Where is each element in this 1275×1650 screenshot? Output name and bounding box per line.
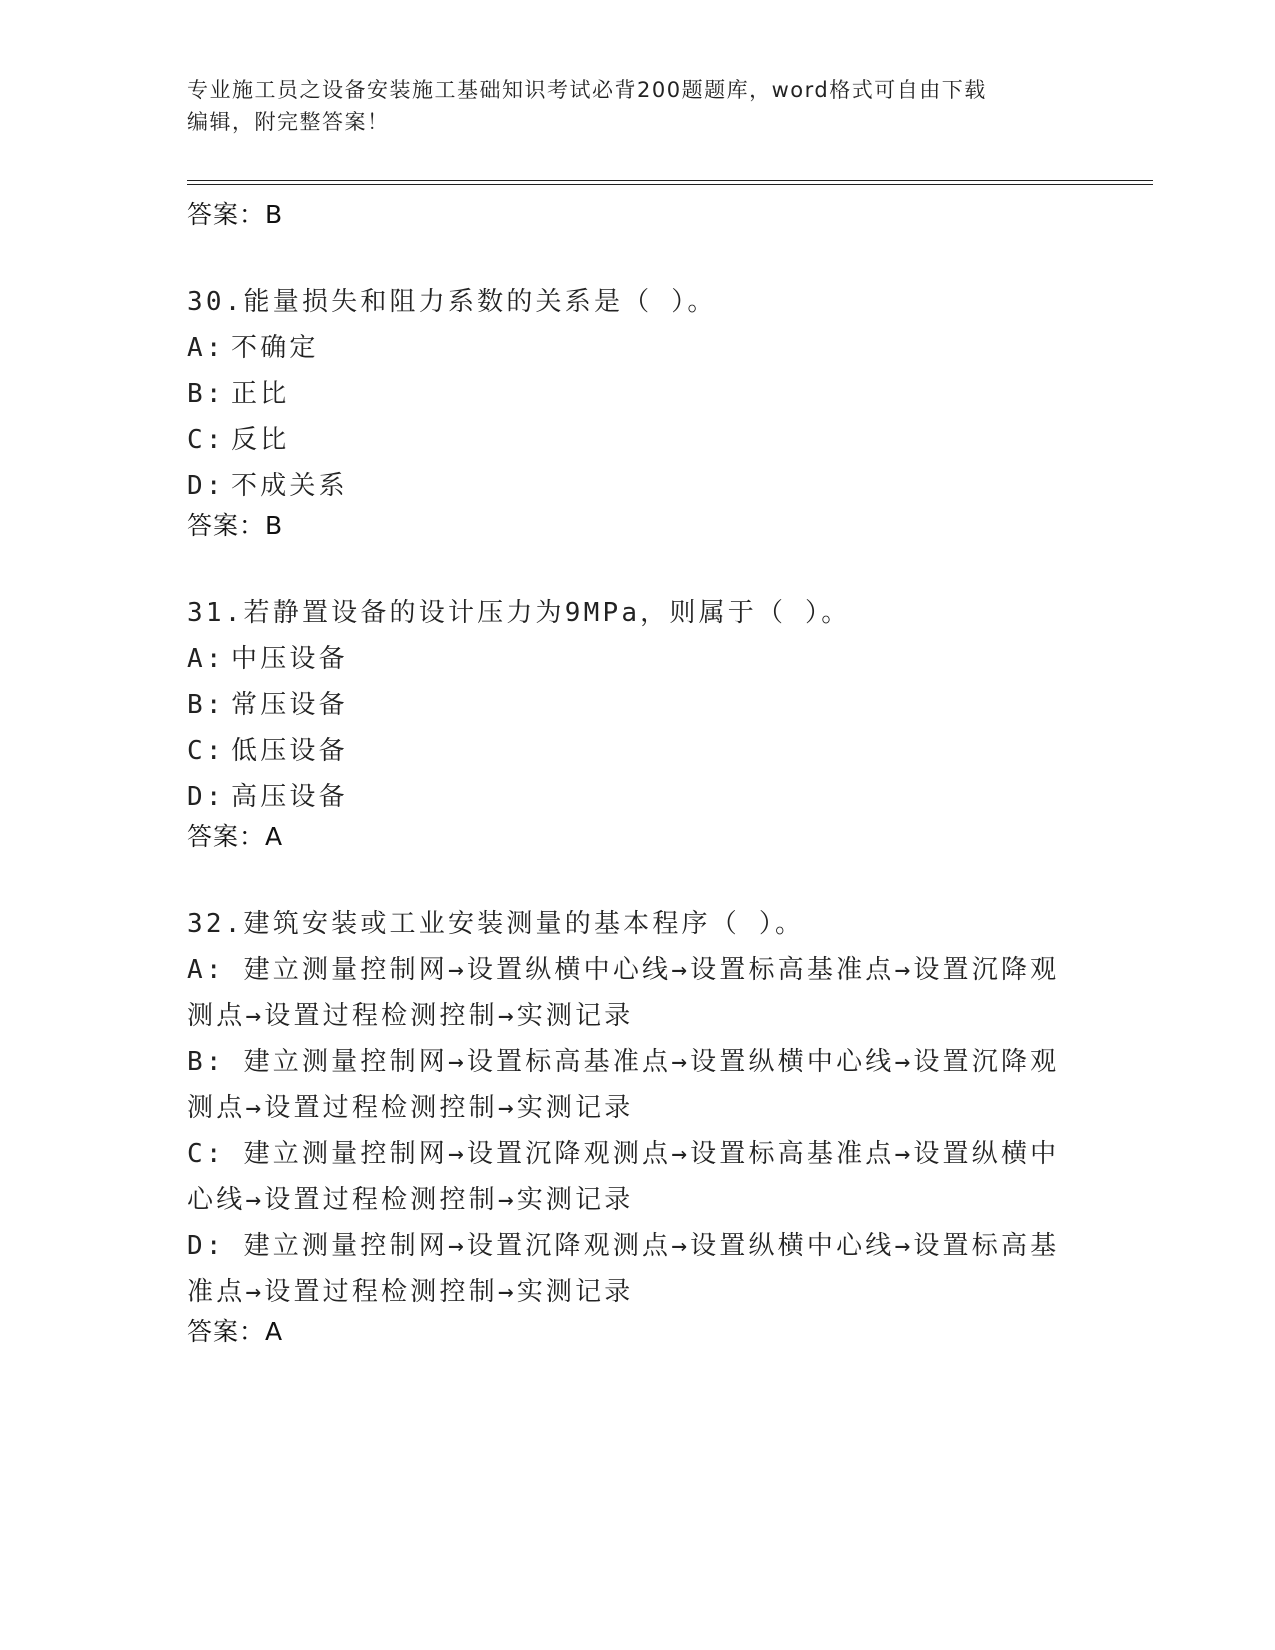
option-key: B: [187,379,225,409]
header-rule-top [187,180,1153,181]
option-text: 建立测量控制网→设置标高基准点→设置纵横中心线→设置沉降观测点→设置过程检测控制→实测记录 [187,1047,1060,1123]
option-key: A: [187,333,225,363]
answer-line: 答案：A [187,1317,284,1346]
option-a [187,636,1087,682]
option-text: 建立测量控制网→设置沉降观测点→设置纵横中心线→设置标高基准点→设置过程检测控制→实测记录 [187,1231,1060,1307]
option-text: 不成关系 [231,471,348,501]
option-key: C: [187,425,225,455]
question-32 [187,901,1087,1349]
question-30 [187,279,1087,543]
option-key: A: [187,955,225,985]
option-a [187,947,1087,1039]
option-key: B: [187,690,225,720]
option-b [187,682,1087,728]
option-text: 反比 [231,425,290,455]
question-31 [187,590,1087,854]
option-c [187,728,1087,774]
option-key: D: [187,471,225,501]
option-text: 高压设备 [231,782,348,812]
option-text: 低压设备 [231,736,348,766]
option-text: 不确定 [231,333,319,363]
option-text: 建立测量控制网→设置沉降观测点→设置标高基准点→设置纵横中心线→设置过程检测控制→实测记录 [187,1139,1060,1215]
option-text: 正比 [231,379,290,409]
option-d [187,774,1087,820]
option-d [187,1223,1087,1315]
option-b [187,1039,1087,1131]
answer-line: 答案：A [187,822,284,851]
header-line-2: 编辑，附完整答案！ [187,110,390,134]
header-line-1: 专业施工员之设备安装施工基础知识考试必背200题题库，word格式可自由下载 [187,78,987,102]
option-text: 中压设备 [231,644,348,674]
question-stem: 32.建筑安装或工业安装测量的基本程序（ ）。 [187,909,805,939]
option-key: B: [187,1047,225,1077]
answer-line: 答案：B [187,511,284,540]
question-stem: 31.若静置设备的设计压力为9MPa，则属于（ ）。 [187,598,851,628]
option-a [187,325,1087,371]
question-list [187,190,1087,1349]
option-key: A: [187,644,225,674]
question-stem: 30.能量损失和阻力系数的关系是（ ）。 [187,287,717,317]
option-key: C: [187,736,225,766]
option-c [187,417,1087,463]
option-text: 建立测量控制网→设置纵横中心线→设置标高基准点→设置沉降观测点→设置过程检测控制→实测记录 [187,955,1060,1031]
option-text: 常压设备 [231,690,348,720]
option-b [187,371,1087,417]
option-key: D: [187,782,225,812]
header-rule-bottom [187,184,1153,185]
answer-line: 答案：B [187,200,284,229]
option-c [187,1131,1087,1223]
option-d [187,463,1087,509]
option-key: C: [187,1139,225,1169]
option-key: D: [187,1231,225,1261]
document-header [187,74,1067,138]
